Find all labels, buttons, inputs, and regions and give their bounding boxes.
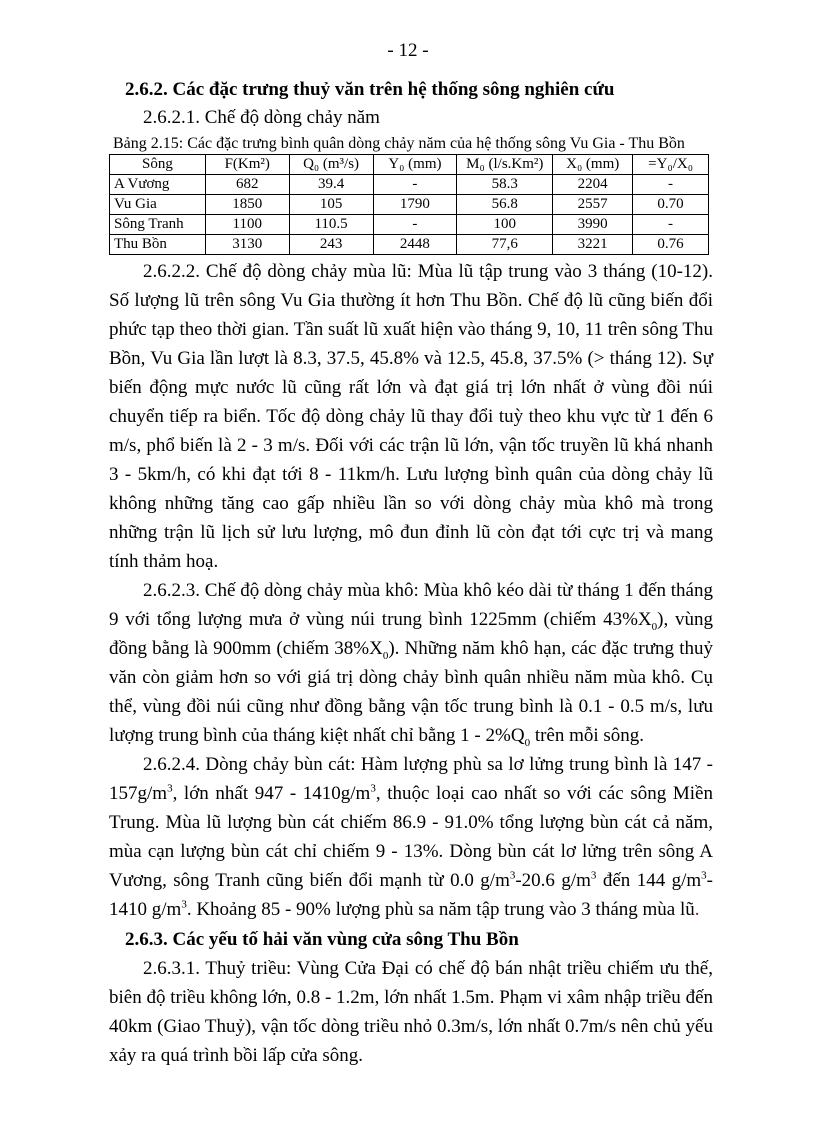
section-heading-263: 2.6.3. Các yếu tố hải văn vùng cửa sông Thu Bồn [125,929,519,950]
text-run: ), vùng đồng bằng là 900mm (chiếm 38%X [109,609,713,659]
table-cell: 2557 [553,195,633,215]
text-run: -20.6 g/m [515,870,591,891]
subscript: 0 [651,620,658,633]
header-cell: F(Km²) [205,155,289,175]
header-cell: Y₀ (mm) [373,155,457,175]
flow-characteristics-table [109,154,709,255]
superscript: 3 [167,782,173,795]
table-cell: 105 [289,195,373,215]
text-run: ). Những năm khô hạn, các đặc trưng thuỷ văn còn giảm hơn so với giá trị dòng chảy bình quân nhiều năm mùa khô. Cụ thể, vùng đồi núi cũng như đồng bằng vận tốc trung bình là 0.1 - 0.5 m/s, lưu lượng trung bình của tháng kiệt nhất chỉ bằng 1 - 2%Q [109,638,713,746]
section-heading-262: 2.6.2. Các đặc trưng thuỷ văn trên hệ thống sông nghiên cứu [125,79,615,100]
table-row [110,175,709,195]
header-cell: M₀ (l/s.Km²) [457,155,553,175]
table-cell: - [373,215,457,235]
paragraph-2631-tides: 2.6.3.1. Thuỷ triều: Vùng Cửa Đại có chế độ bán nhật triều chiếm ưu thế, biên độ triều không lớn, 0.8 - 1.2m, lớn nhất 1.5m. Phạm vi xâm nhập triều đến 40km (Giao Thuỷ), vận tốc dòng triều nhỏ 0.3m/s, lớn nhất 0.7m/s nên chủ yếu xảy ra quá trình bồi lấp cửa sông. [109,958,713,1066]
table-row [110,235,709,255]
table-cell: 2204 [553,175,633,195]
subsection-2621-title: 2.6.2.1. Chế độ dòng chảy năm [143,107,380,128]
superscript: 3 [701,869,707,882]
text-run-red: . [694,899,700,920]
table-cell: 243 [289,235,373,255]
text-run: 2.6.2.4. Dòng chảy bùn cát: Hàm lượng phù sa lơ lửng trung bình là 147 - 157g/m [109,754,713,804]
paragraph-2623-dry-season [109,576,713,750]
superscript: 3 [370,782,376,795]
table-cell: 39.4 [289,175,373,195]
header-cell: Sông [110,155,206,175]
table-row [110,195,709,215]
superscript: 3 [590,869,597,882]
text-run: . Khoảng 85 - 90% lượng phù sa năm tập trung vào 3 tháng mùa lũ [186,899,695,920]
table-cell: 0.70 [633,195,709,215]
table-cell: 77,6 [457,235,553,255]
table-cell: - [633,175,709,195]
table-cell: 110.5 [289,215,373,235]
table-cell: Vu Gia [110,195,206,215]
page-number: - 12 - [387,40,429,61]
header-cell: =Y₀/X₀ [633,155,709,175]
table-header-row [110,155,709,175]
table-cell: 0.76 [633,235,709,255]
superscript: 3 [181,898,187,911]
table-cell: Sông Tranh [110,215,206,235]
table-cell: Thu Bồn [110,235,206,255]
table-cell: - [633,215,709,235]
table-cell: 3130 [205,235,289,255]
header-cell: X₀ (mm) [553,155,633,175]
text-run: đến 144 g/m [596,870,702,891]
table-cell: 3221 [553,235,633,255]
text-run: -1410 g/m [109,870,713,920]
table-cell: 1850 [205,195,289,215]
text-run: , lớn nhất 947 - 1410g/m [172,783,371,804]
subscript: 0 [382,649,389,662]
text-run: , thuộc loại cao nhất so với các sông Miền Trung. Mùa lũ lượng bùn cát chiếm 86.9 - 91.0% tổng lượng bùn cát cả năm, mùa cạn lượng bùn cát chỉ chiếm 9 - 13%. Dòng bùn cát lơ lửng trên sông A Vương, sông Tranh cũng biến đổi mạnh từ 0.0 g/m [109,783,713,891]
text-run: 2.6.2.3. Chế độ dòng chảy mùa khô: Mùa khô kéo dài từ tháng 1 đến tháng 9 với tổng lượng mưa ở vùng núi trung bình 1225mm (chiếm 43%X [109,580,713,630]
table-row [110,215,709,235]
table-cell: - [373,175,457,195]
table-cell: 3990 [553,215,633,235]
paragraph-2622-flood-regime: 2.6.2.2. Chế độ dòng chảy mùa lũ: Mùa lũ tập trung vào 3 tháng (10-12). Số lượng lũ trên sông Vu Gia thường ít hơn Thu Bồn. Chế độ lũ cũng biến đổi phức tạp theo thời gian. Tần suất lũ xuất hiện vào tháng 9, 10, 11 trên sông Thu Bồn, Vu Gia lần lượt là 8.3, 37.5, 45.8% và 12.5, 45.8, 37.5% (> tháng 12). Sự biến động mực nước lũ cũng rất lớn và đạt giá trị lớn nhất ở vùng đồi núi chuyển tiếp ra biển. Tốc độ dòng chảy lũ thay đổi tuỳ theo khu vực từ 1 đến 6 m/s, phổ biến là 2 - 3 m/s. Đối với các trận lũ lớn, vận tốc truyền lũ khá nhanh 3 - 5km/h, có khi đạt tới 8 - 11km/h. Lưu lượng bình quân của dòng chảy lũ không những tăng cao gấp nhiều lần so với dòng chảy mùa khô mà trong những trận lũ lịch sử lưu lượng, mô đun đỉnh lũ còn đạt tới cực trị và mang tính thảm hoạ. [109,261,713,572]
superscript: 3 [509,869,516,882]
table-cell: 1100 [205,215,289,235]
table-cell: 56.8 [457,195,553,215]
table-cell: A Vương [110,175,206,195]
subscript: 0 [524,736,531,749]
header-cell: Q₀ (m³/s) [289,155,373,175]
table-cell: 100 [457,215,553,235]
table-cell: 682 [205,175,289,195]
text-run: trên mỗi sông. [530,725,645,746]
table-caption: Bảng 2.15: Các đặc trưng bình quân dòng chảy năm của hệ thống sông Vu Gia - Thu Bồn [113,135,685,152]
table-cell: 2448 [373,235,457,255]
table-cell: 58.3 [457,175,553,195]
paragraph-2624-sediment [109,750,713,924]
table-cell: 1790 [373,195,457,215]
page-content [109,76,713,1070]
